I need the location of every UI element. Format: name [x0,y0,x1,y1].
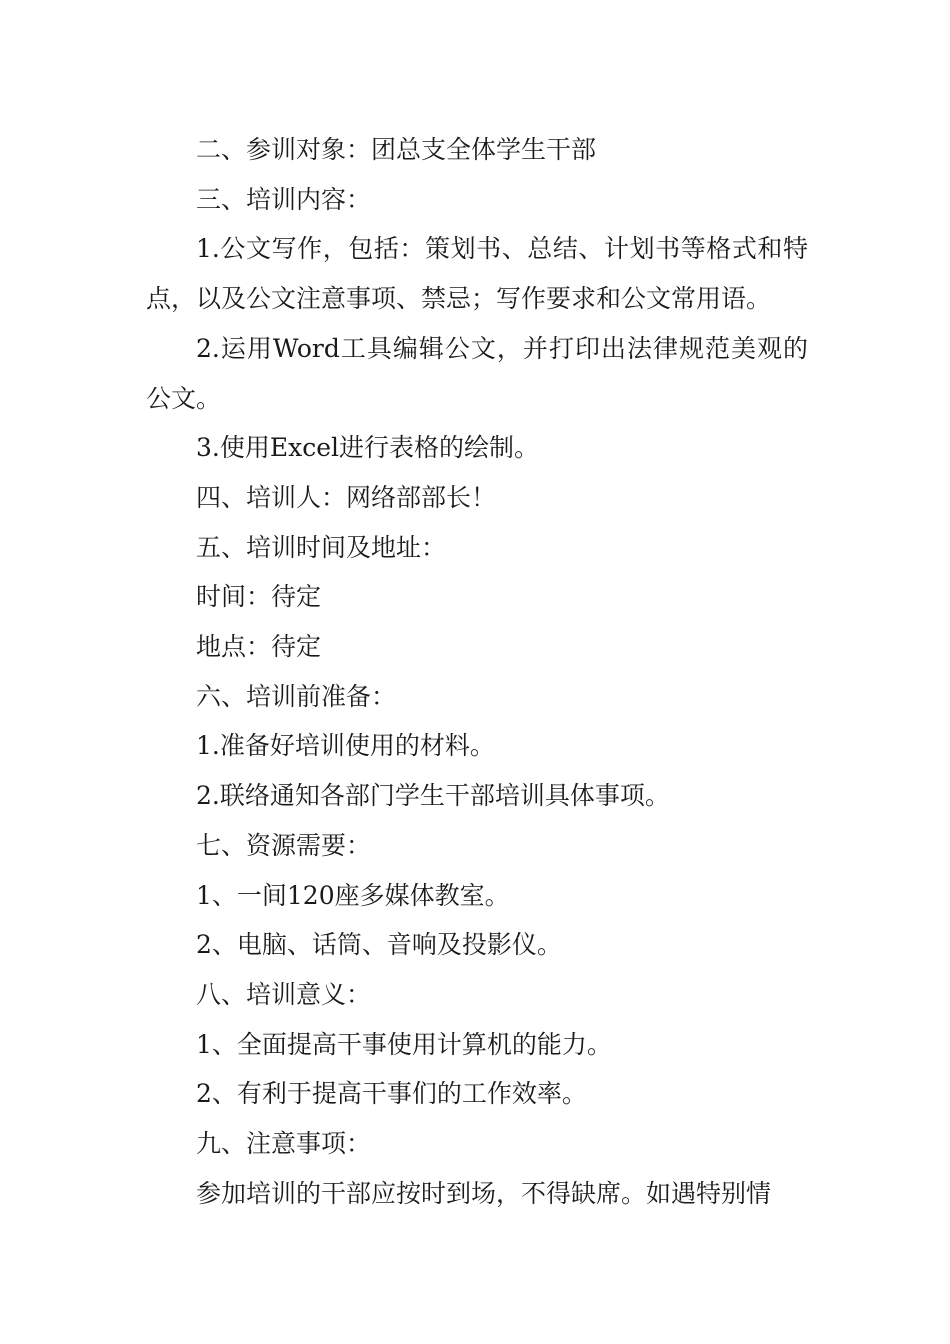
heading-preparation: 六、培训前准备： [196,681,397,711]
paragraph-location: 地点：待定 [196,632,322,662]
paragraph-content-item-2: 2.运用Word工具编辑公文，并打印出法律规范美观的公文。 [146,333,808,413]
paragraph-participants: 二、参训对象：团总支全体学生干部 [196,135,597,164]
heading-training-content: 三、培训内容： [196,184,372,214]
heading-resources: 七、资源需要： [196,830,372,860]
paragraph-notes: 参加培训的干部应按时到场，不得缺席。如遇特别情 [196,1178,772,1208]
paragraph-content-item-3: 3.使用Excel进行表格的绘制。 [196,433,539,463]
paragraph-resources-1: 1、一间120座多媒体教室。 [196,880,510,910]
heading-significance: 八、培训意义： [196,979,372,1009]
paragraph-preparation-2: 2.联络通知各部门学生干部培训具体事项。 [196,781,670,811]
heading-time-location: 五、培训时间及地址： [196,532,447,562]
paragraph-significance-1: 1、全面提高干事使用计算机的能力。 [196,1029,612,1059]
paragraph-preparation-1: 1.准备好培训使用的材料。 [196,731,495,761]
paragraph-resources-2: 2、电脑、话筒、音响及投影仪。 [196,930,562,960]
document-body [146,125,808,1218]
paragraph-trainer: 四、培训人：网络部部长！ [196,482,497,512]
paragraph-significance-2: 2、有利于提高干事们的工作效率。 [196,1079,587,1109]
paragraph-content-item-1: 1.公文写作，包括：策划书、总结、计划书等格式和特点，以及公文注意事项、禁忌；写作要求和公文常用语。 [146,234,808,314]
heading-notes: 九、注意事项： [196,1129,372,1159]
paragraph-time: 时间：待定 [196,582,322,612]
